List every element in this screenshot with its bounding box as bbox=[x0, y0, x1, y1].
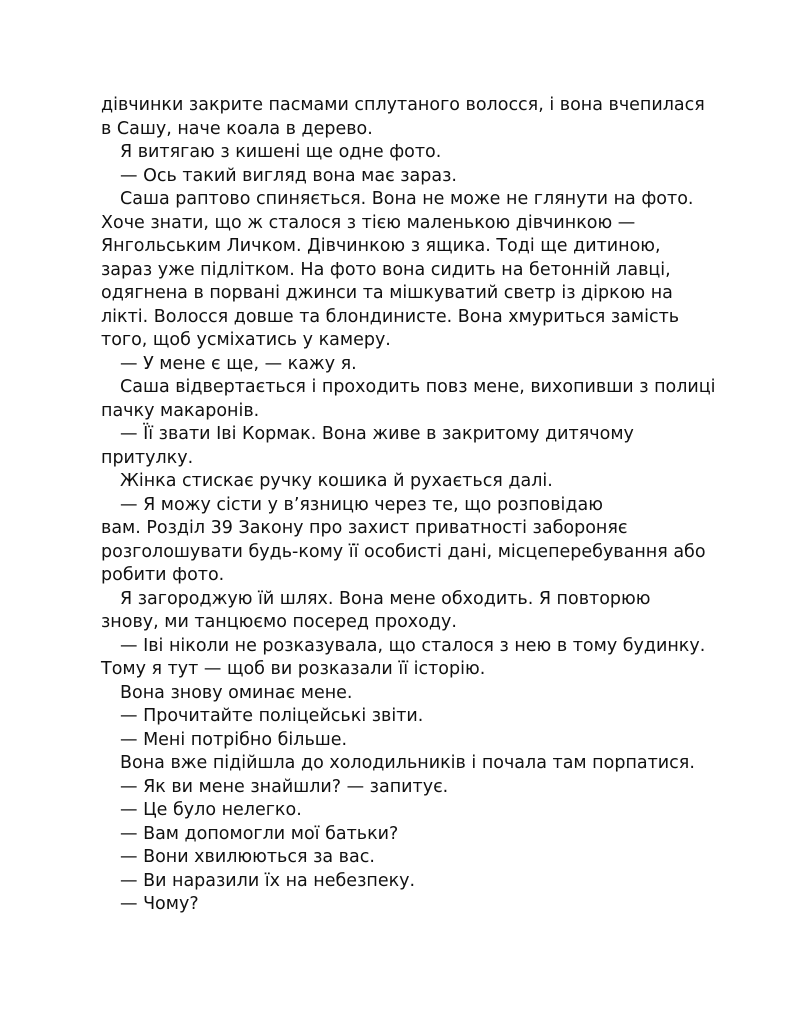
paragraph-line: Вона вже підійшла до холодильників і почала там порпатися. bbox=[120, 753, 695, 773]
text-line: зараз уже підлітком. На фото вона сидить на бетонній лавці, bbox=[101, 259, 671, 280]
dialogue-line: — Чому? bbox=[120, 894, 199, 914]
text-line: Янгольським Личком. Дівчинкою з ящика. Тоді ще дитиною, bbox=[101, 236, 661, 256]
text-line: розголошувати будь-кому її особисті дані, місцеперебування або bbox=[101, 541, 706, 562]
dialogue-line: — Як ви мене знайшли? — запитує. bbox=[120, 776, 449, 797]
dialogue-line: — У мене є ще, — кажу я. bbox=[120, 353, 357, 374]
text-line: пачку макаронів. bbox=[101, 400, 260, 421]
text-line: лікті. Волосся довше та блондинисте. Вона хмуриться замість bbox=[101, 306, 680, 327]
dialogue-line: — Іві ніколи не розказувала, що сталося з нею в тому будинку. bbox=[120, 635, 706, 656]
text-line: робити фото. bbox=[101, 565, 225, 585]
text-line: знову, ми танцюємо посеред проходу. bbox=[101, 612, 457, 632]
dialogue-line: — Я можу сісти у в’язницю через те, що розповідаю bbox=[120, 494, 603, 515]
dialogue-line: — Вам допомогли мої батьки? bbox=[120, 823, 399, 844]
text-line: вам. Розділ 39 Закону про захист приватності забороняє bbox=[101, 518, 628, 538]
paragraph-line: Я витягаю з кишені ще одне фото. bbox=[120, 142, 442, 162]
document-page bbox=[101, 94, 716, 917]
dialogue-line: — Вони хвилюються за вас. bbox=[120, 847, 375, 867]
paragraph-line: Саша раптово спиняється. Вона не може не глянути на фото. bbox=[120, 189, 694, 209]
paragraph-line: Саша відвертається і проходить повз мене, вихопивши з полиці bbox=[120, 377, 716, 397]
dialogue-line: — Ось такий вигляд вона має зараз. bbox=[120, 165, 457, 186]
text-line: дівчинки закрите пасмами сплутаного волосся, і вона вчепилася bbox=[101, 95, 705, 115]
text-line: притулку. bbox=[101, 447, 194, 468]
text-line: в Сашу, наче коала в дерево. bbox=[101, 118, 373, 139]
paragraph-line: Вона знову оминає мене. bbox=[120, 682, 353, 703]
text-line: одягнена в порвані джинси та мішкуватий светр із діркою на bbox=[101, 283, 673, 303]
dialogue-line: — Це було нелегко. bbox=[120, 800, 302, 820]
text-line: Хоче знати, що ж сталося з тією маленькою дівчинкою — bbox=[101, 212, 636, 233]
text-line: Тому я тут — щоб ви розказали її історію. bbox=[101, 659, 486, 679]
paragraph-line: Жінка стискає ручку кошика й рухається далі. bbox=[120, 471, 553, 491]
paragraph-line: Я загороджую їй шлях. Вона мене обходить. Я повторюю bbox=[120, 588, 651, 609]
dialogue-line: — Ви наразили їх на небезпеку. bbox=[120, 870, 416, 891]
dialogue-line: — Мені потрібно більше. bbox=[120, 729, 348, 750]
dialogue-line: — Її звати Іві Кормак. Вона живе в закритому дитячому bbox=[120, 424, 634, 444]
dialogue-line: — Прочитайте поліцейські звіти. bbox=[120, 706, 424, 726]
text-line: того, щоб усміхатись у камеру. bbox=[101, 330, 391, 350]
